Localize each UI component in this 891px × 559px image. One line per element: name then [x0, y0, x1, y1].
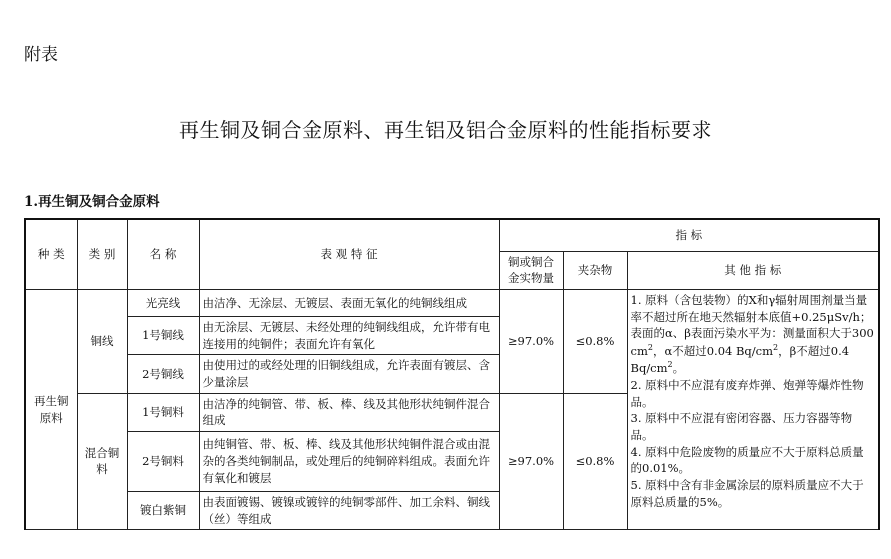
- appearance-cell: 由使用过的或经处理的旧铜线组成，允许表面有镀层、含少量涂层: [199, 355, 499, 393]
- appearance-cell: 由洁净的纯铜管、带、板、棒、线及其他形状纯铜件混合组成: [199, 393, 499, 431]
- copper-spec-table: [24, 218, 880, 530]
- category-cell: 再生铜原料: [25, 289, 77, 529]
- header-impurities: 夹杂物: [563, 251, 627, 289]
- header-category: 种 类: [25, 219, 77, 289]
- other-indicator-item-1: 1. 原料（含包装物）的X和γ辐射周围剂量当量率不超过所在地天然辐射本底值+0.25μSv/h；表面的α、β表面污染水平为：测量面积大于300 $cm^2$，α不超过0.04 $Bq/cm^2$，β不超过0.4 $Bq/cm^2$。: [630, 292, 874, 376]
- impurities-cell: ≤0.8%: [563, 393, 627, 530]
- copper-content-cell: ≥97.0%: [499, 289, 563, 393]
- table-row: [25, 289, 879, 316]
- header-copper-content: 铜或铜合金实物量: [499, 251, 563, 289]
- name-cell: 1号铜线: [127, 316, 199, 354]
- appearance-cell: 由纯铜管、带、板、棒、线及其他形状纯铜件混合或由混杂的各类纯铜制品，或处理后的纯铜碎料组成。表面允许有氧化和镀层: [199, 431, 499, 491]
- other-indicator-item-2: 2. 原料中不应混有废弃炸弹、炮弹等爆炸性物品。: [630, 377, 864, 409]
- impurities-cell: ≤0.8%: [563, 289, 627, 393]
- document-title: 再生铜及铜合金原料、再生铝及铝合金原料的性能指标要求: [179, 118, 712, 142]
- name-cell: 1号铜料: [127, 393, 199, 431]
- other-indicators-cell: [627, 289, 879, 529]
- appearance-cell: 由洁净、无涂层、无镀层、表面无氧化的纯铜线组成: [199, 289, 499, 316]
- copper-content-cell: ≥97.0%: [499, 393, 563, 530]
- header-class: 类 别: [77, 219, 127, 289]
- header-appearance: 表 观 特 征: [199, 219, 499, 289]
- other-indicator-item-3: 3. 原料中不应混有密闭容器、压力容器等物品。: [630, 411, 853, 442]
- class-cell: 混合铜料: [77, 393, 127, 530]
- name-cell: 光亮线: [127, 289, 199, 316]
- name-cell: 2号铜料: [127, 431, 199, 491]
- name-cell: 镀白紫铜: [127, 491, 199, 529]
- other-indicator-item-4: 4. 原料中危险废物的质量应不大于原料总质量的0.01%。: [630, 444, 864, 476]
- section-heading: 1.再生铜及铜合金原料: [24, 194, 160, 210]
- appendix-label: 附表: [24, 45, 58, 65]
- appearance-cell: 由表面镀锡、镀镍或镀锌的纯铜零部件、加工余料、铜线（丝）等组成: [199, 491, 499, 529]
- appearance-cell: 由无涂层、无镀层、未经处理的纯铜线组成，允许带有电连接用的纯铜件；表面允许有氧化: [199, 316, 499, 354]
- header-other-indicators: 其 他 指 标: [627, 251, 879, 289]
- header-name: 名 称: [127, 219, 199, 289]
- name-cell: 2号铜线: [127, 355, 199, 393]
- class-cell: 铜线: [77, 289, 127, 393]
- header-indicators: 指 标: [499, 219, 879, 251]
- other-indicator-item-5: 5. 原料中含有非金属涂层的原料质量应不大于原料总质量的5%。: [630, 477, 864, 509]
